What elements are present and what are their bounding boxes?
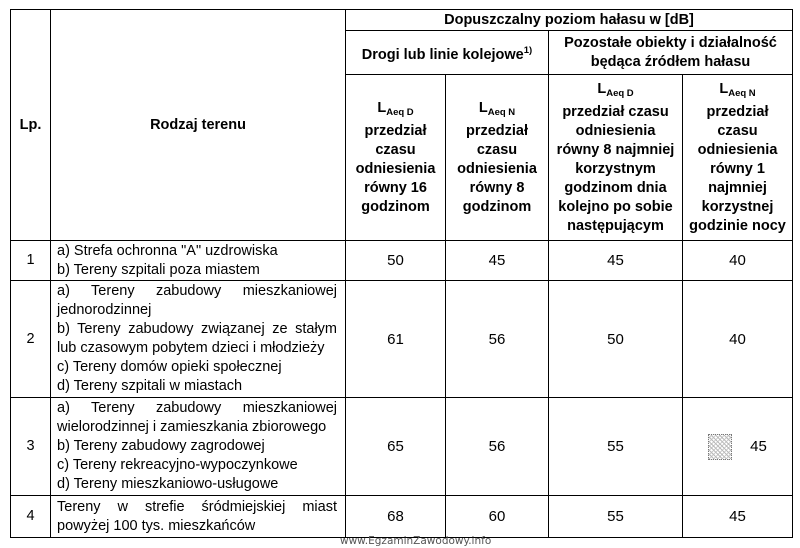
watermark-stamp [708,434,732,460]
description-line: c) Tereny rekreacyjno-wypoczynkowe [57,457,298,473]
description-line: c) Tereny domów opieki społecznej [57,359,282,375]
description-line: a) Strefa ochronna "A" uzdrowiska [57,242,278,259]
noise-limits-table [10,9,793,538]
value-other-day: 55 [549,496,683,538]
description-line: lub czasowym pobytem dzieci i młodzieży [57,340,325,356]
header-rodzaj-terenu: Rodzaj terenu [51,10,346,241]
row-lp: 1 [11,241,51,281]
table-row [11,281,793,398]
row-description [51,496,346,538]
value-roads-night: 56 [446,281,549,398]
row-description [51,281,346,398]
header-roads-footnote: 1) [523,44,533,56]
value-roads-night: 60 [446,496,549,538]
value-roads-day: 65 [346,398,446,496]
value-roads-day: 50 [346,241,446,281]
laeq-symbol: L [377,99,387,116]
laeq-symbol: L [478,99,488,116]
value-roads-day: 61 [346,281,446,398]
value-other-day: 50 [549,281,683,398]
table-row [11,398,793,496]
value-roads-day: 68 [346,496,446,538]
value-other-night: 40 [683,241,793,281]
value-other-night: 45 [683,496,793,538]
laeq-symbol: L [719,80,729,97]
row-lp: 4 [11,496,51,538]
value-roads-night: 56 [446,398,549,496]
description-line: Tereny w strefie śródmiejskiej miast [57,498,337,515]
row-description [51,398,346,496]
laeq-symbol: L [597,80,607,97]
description-line: a) Tereny zabudowy mieszkaniowej [57,400,337,416]
header-col-text: przedział czasu odniesienia równy 8 godzinom [457,122,537,215]
laeq-subscript: Aeq D [386,106,414,118]
header-col-text: przedział czasu odniesienia równy 8 najmniej korzystnym godzinom dnia kolejno po sobie następującym [556,103,675,234]
description-line: b) Tereny zabudowy związanej ze stałym [57,321,337,337]
header-col-text: przedział czasu odniesienia równy 1 najmniej korzystnej godzinie nocy [689,103,786,234]
row-lp: 2 [11,281,51,398]
laeq-subscript: Aeq N [487,106,516,118]
row-description [51,241,346,281]
header-noise-level: Dopuszczalny poziom hałasu w [dB] [346,10,793,31]
description-line: b) Tereny zabudowy zagrodowej [57,438,265,454]
table-row [11,241,793,281]
value-other-day: 45 [549,241,683,281]
description-line: powyżej 100 tys. mieszkańców [57,517,256,534]
value-roads-night: 45 [446,241,549,281]
header-col-other-day [549,75,683,241]
row-lp: 3 [11,398,51,496]
footer-watermark-url: www.EgzaminZawodowy.info [340,535,492,547]
laeq-subscript: Aeq D [606,87,634,99]
description-line: d) Tereny szpitali w miastach [57,378,243,394]
value-other-day: 55 [549,398,683,496]
header-other-sources: Pozostałe obiekty i działalność będąca źródłem hałasu [549,31,793,75]
laeq-subscript: Aeq N [728,87,756,99]
header-col-roads-night [446,75,549,241]
description-line: a) Tereny zabudowy mieszkaniowej [57,283,337,299]
value-text: 45 [750,437,767,455]
value-other-night [683,398,793,496]
description-line: b) Tereny szpitali poza miastem [57,261,260,278]
header-lp: Lp. [11,10,51,241]
description-line: d) Tereny mieszkaniowo-usługowe [57,476,279,492]
header-col-other-night [683,75,793,241]
header-col-roads-day [346,75,446,241]
table-row [11,496,793,538]
header-col-text: przedział czasu odniesienia równy 16 godzinom [355,122,436,215]
description-line: jednorodzinnej [57,302,152,318]
description-line: wielorodzinnej i zamieszkania zbiorowego [57,419,327,435]
header-roads-label: Drogi lub linie kolejowe [361,46,524,63]
value-other-night: 40 [683,281,793,398]
header-roads [346,31,549,75]
